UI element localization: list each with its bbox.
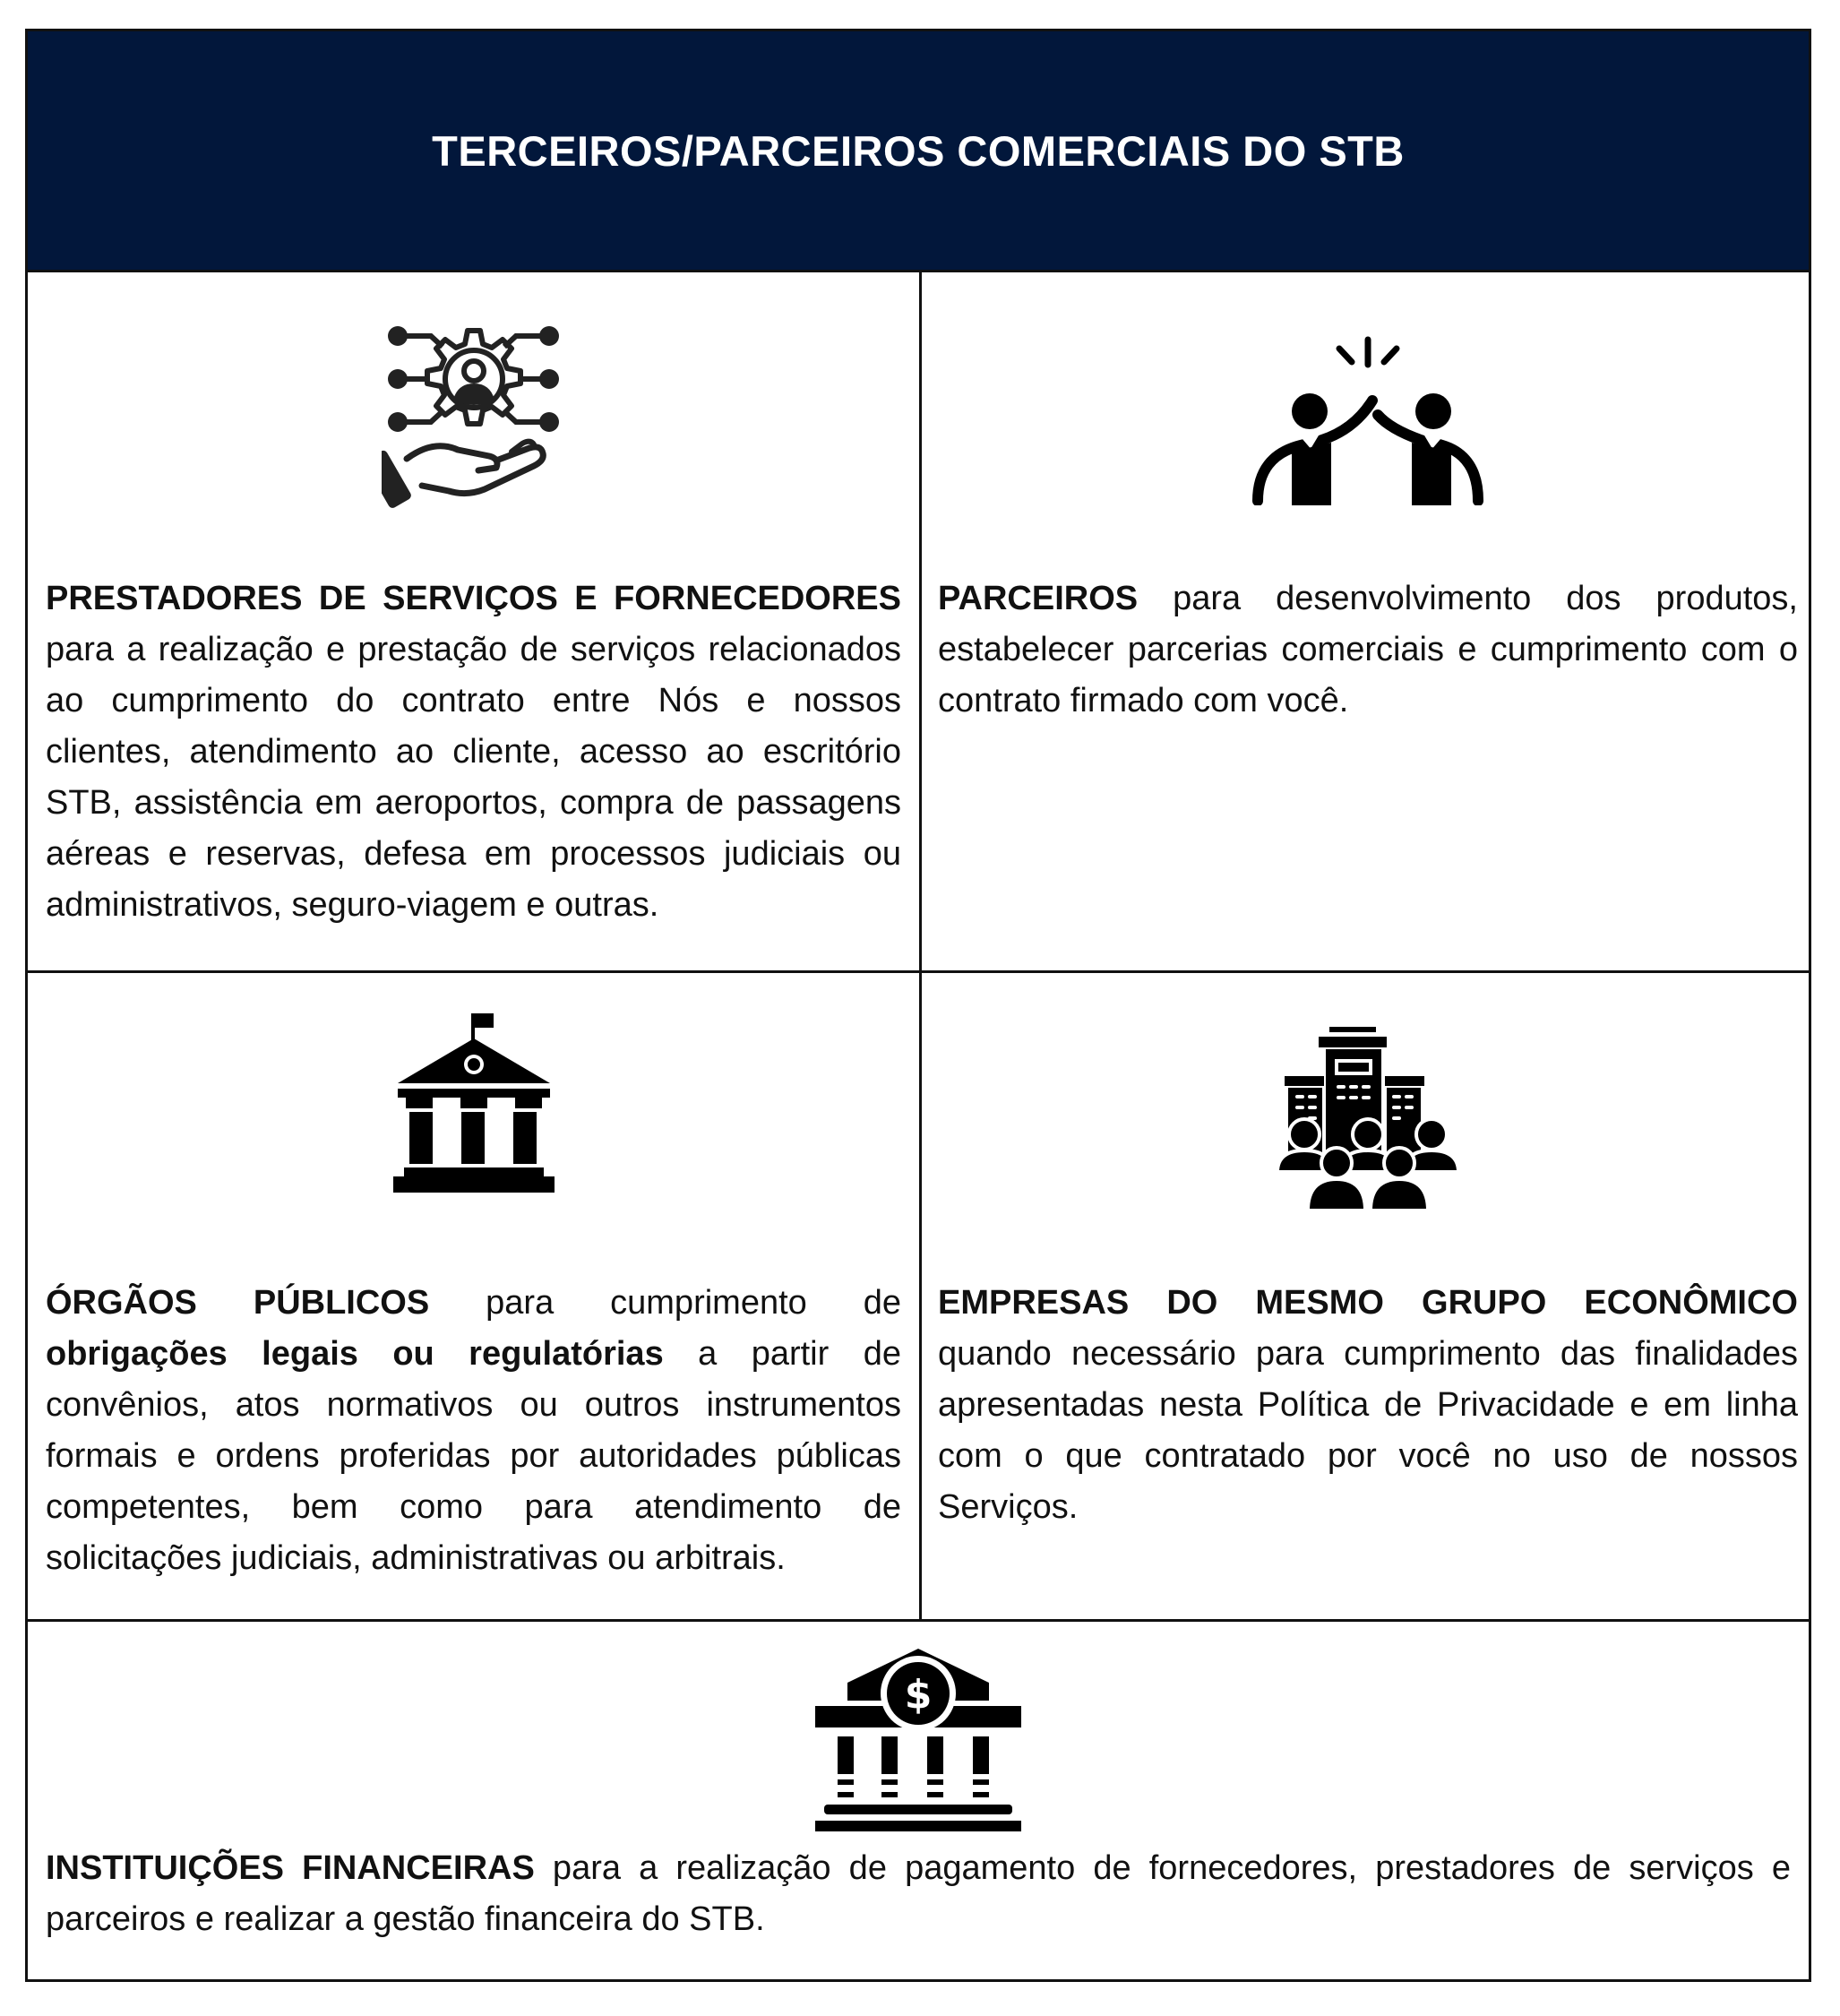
category-text: para a realização e prestação de serviços relacionados ao cumprimento do contrato entre Nós e nossos clientes, atendimento ao cliente, acesso ao escritório STB, assistência em aeroportos, compra de passagens aéreas e reservas, defesa em processos judiciais ou administrativos, seguro-viagem e outras. — [46, 631, 901, 924]
svg-text:$: $ — [904, 1672, 933, 1718]
bank-dollar-icon — [28, 1649, 1809, 1832]
group-companies-description — [938, 1278, 1798, 1533]
category-title: PRESTADORES DE SERVIÇOS E FORNECEDORES — [46, 580, 901, 617]
category-text: para a realização de pagamento de fornecedores, prestadores de serviços e parceiros e realizar a gestão financeira do STB. — [46, 1849, 1791, 1938]
financial-institutions-description — [46, 1843, 1791, 1945]
partners-description — [938, 573, 1798, 727]
category-title: PARCEIROS — [938, 580, 1139, 617]
service-providers-description — [46, 573, 901, 931]
cell-financial-institutions — [28, 1622, 1809, 1980]
corporate-group-icon — [922, 1027, 1814, 1210]
partners-table — [25, 29, 1811, 1982]
category-highlight: obrigações legais ou regulatórias — [46, 1335, 664, 1373]
cell-partners — [922, 272, 1814, 970]
page-title: TERCEIROS/PARCEIROS COMERCIAIS DO STB — [432, 126, 1405, 175]
table-header — [28, 31, 1809, 270]
category-title: ÓRGÃOS PÚBLICOS — [46, 1284, 430, 1322]
cell-service-providers — [28, 272, 919, 970]
category-text-continued: a partir de convênios, atos normativos ou outros instrumentos formais e ordens proferidas por autoridades públicas competentes, bem como para atendimento de solicitações judiciais, administrativas ou arbitrais. — [46, 1335, 901, 1577]
cell-group-companies — [922, 973, 1814, 1619]
high-five-icon — [922, 322, 1814, 505]
category-title: EMPRESAS DO MESMO GRUPO ECONÔMICO — [938, 1284, 1798, 1322]
government-building-icon — [28, 1013, 919, 1197]
category-text: quando necessário para cumprimento das finalidades apresentadas nesta Política de Privacidade e em linha com o que contratado por você no uso de nossos Serviços. — [938, 1335, 1798, 1526]
category-text: para cumprimento de — [429, 1284, 901, 1322]
gear-hand-network-icon — [28, 324, 919, 508]
category-text: para desenvolvimento dos produtos, estabelecer parcerias comerciais e cumprimento com o contrato firmado com você. — [938, 580, 1798, 719]
category-title: INSTITUIÇÕES FINANCEIRAS — [46, 1849, 535, 1887]
cell-public-agencies — [28, 973, 919, 1619]
public-agencies-description — [46, 1278, 901, 1584]
